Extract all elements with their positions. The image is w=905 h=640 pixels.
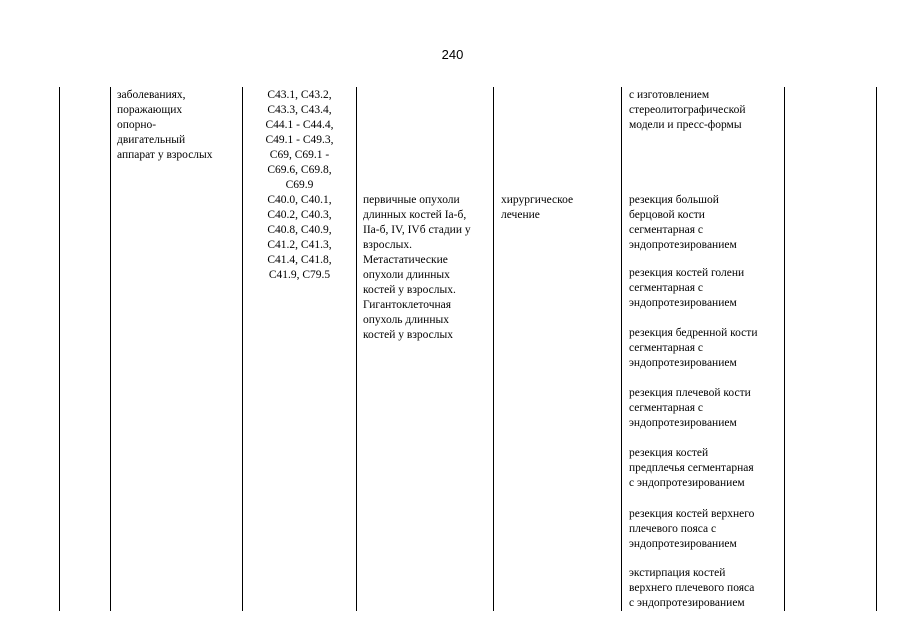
- icd-code-line: C40.8, C40.9,: [267, 224, 332, 236]
- column-border: [784, 87, 785, 611]
- method-line: предплечья сегментарная: [629, 462, 754, 474]
- disease-cell: [117, 88, 213, 163]
- column-border: [356, 87, 357, 611]
- method-item: [629, 566, 754, 611]
- model-line: опухоли длинных: [363, 269, 450, 281]
- method-line: резекция костей: [629, 447, 709, 459]
- method-line: сегментарная с: [629, 342, 703, 354]
- column-border: [876, 87, 877, 611]
- icd-code-line: C44.1 - C44.4,: [265, 119, 334, 131]
- method-line: эндопротезированием: [629, 417, 737, 429]
- icd-code-line: C69.9: [285, 179, 314, 191]
- column-border: [110, 87, 111, 611]
- method-line: эндопротезированием: [629, 538, 737, 550]
- disease-line: двигательный: [117, 134, 186, 146]
- method-line: сегментарная с: [629, 402, 703, 414]
- model-line: первичные опухоли: [363, 194, 460, 206]
- column-border: [493, 87, 494, 611]
- disease-line: опорно-: [117, 119, 157, 131]
- method-line: эндопротезированием: [629, 357, 737, 369]
- method-line: эндопротезированием: [629, 239, 737, 251]
- method-line: резекция костей голени: [629, 267, 745, 279]
- treatment-type-cell: [501, 193, 573, 223]
- icd-code-line: C40.0, C40.1,: [267, 194, 332, 206]
- method-item: [629, 266, 744, 311]
- icd-code-line: C69.6, C69.8,: [267, 164, 332, 176]
- method-line: резекция костей верхнего: [629, 508, 755, 520]
- model-line: Гигантоклеточная: [363, 299, 452, 311]
- treatment-line: хирургическое: [501, 194, 574, 206]
- treatment-line: лечение: [501, 209, 540, 221]
- method-line: с эндопротезированием: [629, 597, 745, 609]
- patient-model-cell: [363, 193, 471, 343]
- icd-code-line: C41.2, C41.3,: [267, 239, 332, 251]
- icd-codes-cell: [243, 88, 356, 283]
- model-line: костей у взрослых: [363, 329, 454, 341]
- method-line: экстирпация костей: [629, 567, 726, 579]
- icd-code-line: C43.3, C43.4,: [267, 104, 332, 116]
- method-item: [629, 507, 754, 552]
- method-item: [629, 446, 754, 491]
- model-line: длинных костей Ia-б,: [363, 209, 467, 221]
- icd-code-line: C41.9, C79.5: [268, 269, 331, 281]
- disease-line: заболеваниях,: [117, 89, 186, 101]
- model-line: Метастатические: [363, 254, 448, 266]
- model-line: костей у взрослых.: [363, 284, 456, 296]
- column-border: [59, 87, 60, 611]
- method-line: берцовой кости: [629, 209, 705, 221]
- method-line: модели и пресс-формы: [629, 119, 742, 131]
- icd-code-line: C43.1, C43.2,: [267, 89, 332, 101]
- icd-code-line: C49.1 - C49.3,: [265, 134, 334, 146]
- method-line: резекция большой: [629, 194, 719, 206]
- method-line: резекция плечевой кости: [629, 387, 751, 399]
- icd-code-line: C40.2, C40.3,: [267, 209, 332, 221]
- column-border: [621, 87, 622, 611]
- model-line: IIa-б, IV, IVб стадии у: [363, 224, 471, 236]
- method-item: [629, 386, 751, 431]
- method-cell: [629, 88, 746, 133]
- method-line: эндопротезированием: [629, 297, 737, 309]
- method-line: с изготовлением: [629, 89, 710, 101]
- model-line: взрослых.: [363, 239, 412, 251]
- method-line: с эндопротезированием: [629, 477, 745, 489]
- disease-line: поражающих: [117, 104, 183, 116]
- method-line: резекция бедренной кости: [629, 327, 758, 339]
- method-item: [629, 193, 737, 253]
- method-item: [629, 326, 757, 371]
- method-line: сегментарная с: [629, 282, 703, 294]
- method-line: стереолитографической: [629, 104, 746, 116]
- method-line: плечевого пояса с: [629, 523, 717, 535]
- disease-line: аппарат у взрослых: [117, 149, 213, 161]
- model-line: опухоль длинных: [363, 314, 449, 326]
- icd-code-line: C69, C69.1 -: [269, 149, 330, 161]
- page-number: 240: [441, 47, 464, 62]
- icd-code-line: C41.4, C41.8,: [267, 254, 332, 266]
- method-line: верхнего плечевого пояса: [629, 582, 755, 594]
- method-line: сегментарная с: [629, 224, 703, 236]
